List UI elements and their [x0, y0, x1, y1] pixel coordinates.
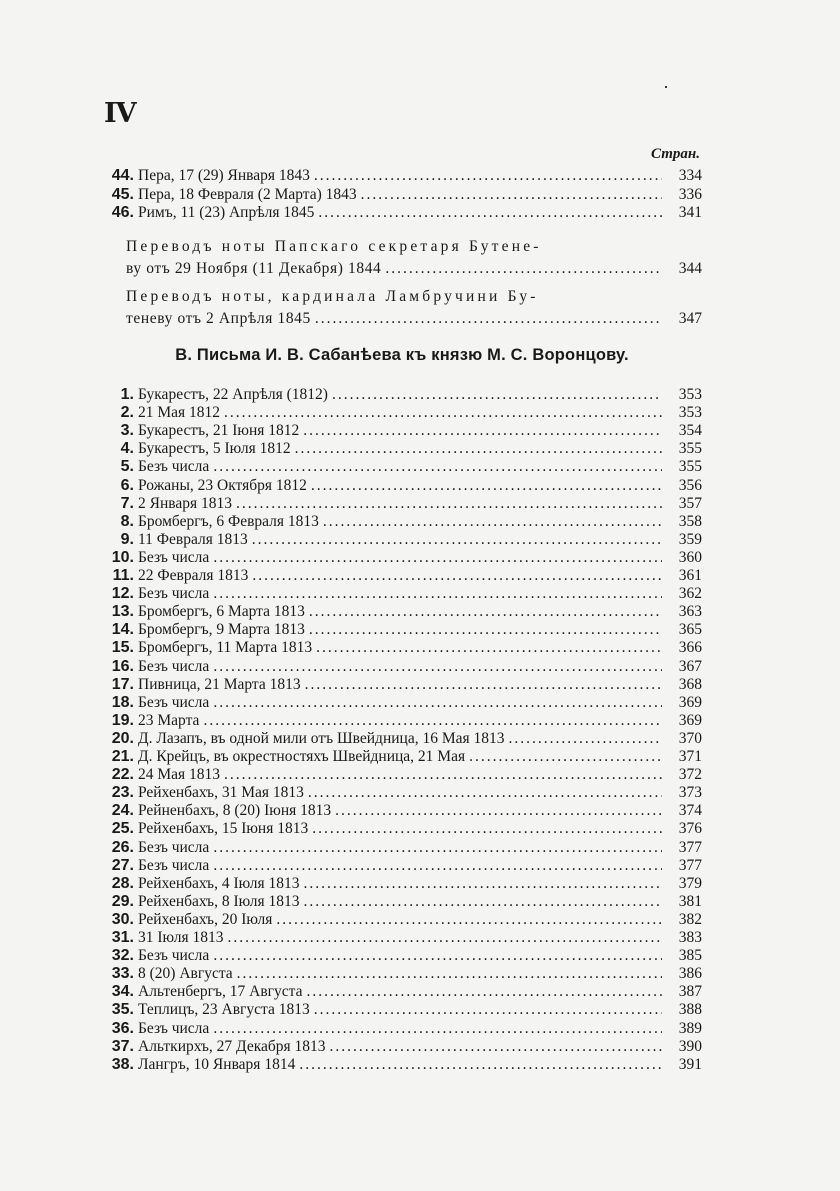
dot-leader	[213, 548, 662, 568]
toc-entry	[102, 783, 702, 803]
entry-number: 9.	[120, 530, 134, 548]
entry-page: 371	[678, 748, 702, 765]
entry-page: 359	[678, 530, 702, 548]
entry-page: 353	[678, 404, 702, 422]
entry-page: 391	[678, 1055, 702, 1073]
page-column-label: Стран.	[651, 146, 700, 162]
dot-leader	[314, 166, 662, 186]
dot-leader	[213, 856, 662, 876]
toc-entry	[102, 711, 702, 731]
entry-number: 23.	[111, 784, 134, 802]
entry-number: 2.	[120, 404, 134, 422]
translation-entry	[126, 236, 702, 280]
entry-page: 355	[678, 440, 702, 458]
entry-number: 45.	[111, 185, 134, 203]
entry-number: 30.	[111, 910, 134, 928]
entry-page: 372	[678, 766, 702, 784]
entry-number: 29.	[111, 892, 134, 910]
entry-title: Рожаны, 23 Октября 1812	[138, 476, 307, 494]
entry-page: 374	[678, 802, 702, 820]
entry-page: 373	[678, 784, 702, 802]
entry-number: 24.	[111, 802, 134, 820]
toc-entry	[102, 765, 702, 785]
toc-entry	[102, 657, 702, 677]
entry-number: 46.	[111, 204, 134, 221]
toc-entry	[102, 1000, 702, 1020]
toc-entry	[102, 439, 702, 459]
toc-entry	[102, 856, 702, 876]
entry-title: Рейхенбахъ, 8 Іюля 1813	[138, 892, 300, 910]
entry-page: 367	[678, 657, 702, 675]
dot-leader	[213, 457, 662, 477]
entry-title: Д. Лазапъ, въ одной мили отъ Швейдница, 16 Мая 1813	[138, 729, 505, 747]
entry-title: 21 Мая 1812	[138, 404, 221, 422]
page-numeral: IV	[104, 98, 136, 129]
toc-entry	[102, 457, 702, 477]
dot-leader	[295, 439, 662, 459]
toc-entry	[102, 801, 702, 821]
dot-leader	[304, 892, 662, 912]
entry-page: 388	[678, 1001, 702, 1019]
dot-leader	[315, 308, 662, 330]
dot-leader	[332, 385, 662, 405]
entry-title: Букарестъ, 5 Іюля 1812	[138, 440, 291, 458]
toc-entry	[102, 185, 702, 205]
dot-leader	[213, 657, 662, 677]
entry-title: Римъ, 11 (23) Апрѣля 1845	[138, 204, 315, 221]
dot-leader	[308, 783, 662, 803]
toc-entry	[102, 421, 702, 441]
dot-leader	[335, 801, 662, 821]
entry-title: Пивница, 21 Марта 1813	[138, 675, 301, 693]
dot-leader	[227, 928, 662, 948]
entry-page: 354	[678, 422, 702, 440]
toc-entry	[102, 1019, 702, 1039]
dot-leader	[299, 1055, 662, 1075]
entry-title: 8 (20) Августа	[138, 965, 233, 983]
dot-leader	[318, 203, 662, 223]
entry-number: 6.	[120, 476, 134, 494]
entry-page: 376	[678, 820, 702, 838]
entry-page: 347	[678, 310, 702, 327]
entry-title: Рейхенбахъ, 20 Іюля	[138, 910, 273, 928]
dot-leader	[213, 946, 662, 966]
toc-entry	[102, 747, 702, 767]
entry-title: Безъ числа	[138, 548, 210, 566]
toc-entry	[102, 584, 702, 604]
entry-page: 363	[678, 603, 702, 621]
entry-page: 382	[678, 910, 702, 928]
toc-entry	[102, 819, 702, 839]
entry-page: 344	[678, 260, 702, 277]
toc-entry	[102, 638, 702, 658]
entry-title: Пера, 18 Февраля (2 Марта) 1843	[138, 185, 357, 203]
dot-leader	[303, 421, 662, 441]
entry-page: 377	[678, 838, 702, 856]
entry-number: 32.	[111, 947, 134, 965]
dot-leader	[361, 185, 662, 205]
toc-entry	[102, 566, 702, 586]
translation-title-line2-text: теневу отъ 2 Апрѣля 1845	[126, 310, 311, 327]
entry-page: 360	[678, 548, 702, 566]
entry-number: 35.	[111, 1001, 134, 1019]
speck	[665, 86, 667, 88]
entry-page: 370	[678, 729, 702, 747]
entry-number: 19.	[111, 711, 134, 729]
entry-title: 24 Мая 1813	[138, 766, 221, 784]
entry-number: 21.	[111, 748, 134, 765]
toc-entry	[102, 476, 702, 496]
dot-leader	[224, 403, 662, 423]
toc-entry	[102, 874, 702, 894]
translation-title-line1: Переводъ ноты, кардинала Ламбручини Бу-	[126, 288, 539, 305]
entry-page: 362	[678, 585, 702, 603]
entry-title: Д. Крейцъ, въ окрестностяхъ Швейдница, 21 Мая	[138, 748, 466, 765]
toc-entry	[102, 403, 702, 423]
entry-number: 31.	[111, 929, 134, 946]
dot-leader	[385, 258, 662, 280]
entry-title: 22 Февраля 1813	[138, 567, 249, 584]
entry-page: 368	[678, 675, 702, 693]
entry-page: 353	[678, 386, 702, 403]
entry-title: Рейхенбахъ, 15 Іюня 1813	[138, 820, 309, 838]
entry-title: 2 Января 1813	[138, 494, 233, 512]
entry-page: 385	[678, 947, 702, 965]
entry-title: Бромбергъ, 6 Марта 1813	[138, 603, 305, 621]
entry-number: 20.	[111, 729, 134, 747]
toc-entry	[102, 675, 702, 695]
dot-leader	[252, 566, 662, 586]
dot-leader	[323, 512, 662, 532]
entry-page: 355	[678, 458, 702, 476]
entry-number: 5.	[120, 458, 134, 476]
entry-title: Альткирхъ, 27 Декабря 1813	[138, 1037, 326, 1055]
toc-entry	[102, 964, 702, 984]
toc-entry	[102, 729, 702, 749]
entry-title: 11 Февраля 1813	[138, 530, 248, 548]
entry-number: 28.	[111, 874, 134, 892]
dot-leader	[224, 765, 662, 785]
entry-number: 33.	[111, 965, 134, 983]
entry-title: Бромбергъ, 11 Марта 1813	[138, 639, 313, 657]
entry-page: 383	[678, 929, 702, 946]
entry-page: 334	[678, 167, 702, 184]
entry-page: 356	[678, 476, 702, 494]
entry-page: 365	[678, 621, 702, 639]
entry-page: 366	[678, 639, 702, 657]
entry-number: 36.	[111, 1019, 134, 1037]
entry-number: 1.	[120, 386, 134, 403]
dot-leader	[213, 584, 662, 604]
toc-entry	[102, 620, 702, 640]
entry-number: 13.	[111, 603, 134, 621]
entry-title: 31 Іюля 1813	[138, 929, 224, 946]
dot-leader	[312, 819, 662, 839]
entry-number: 44.	[111, 167, 134, 184]
dot-leader	[213, 693, 662, 713]
entry-page: 361	[678, 567, 702, 584]
entry-number: 7.	[120, 494, 134, 512]
dot-leader	[213, 1019, 662, 1039]
translation-title-line2	[126, 258, 702, 280]
dot-leader	[309, 620, 662, 640]
entry-number: 11.	[112, 567, 134, 584]
toc-entry	[102, 494, 702, 514]
dot-leader	[305, 675, 662, 695]
entry-title: Рейхенбахъ, 4 Іюля 1813	[138, 874, 300, 892]
dot-leader	[236, 494, 662, 514]
entry-number: 26.	[111, 838, 134, 856]
toc-entry	[102, 910, 702, 930]
toc-entry	[102, 166, 702, 186]
entry-page: 377	[678, 856, 702, 874]
translation-title-line2-text: ву отъ 29 Ноября (11 Декабря) 1844	[126, 260, 382, 277]
entry-number: 37.	[111, 1037, 134, 1055]
entry-number: 17.	[111, 675, 134, 693]
dot-leader	[509, 729, 663, 749]
entry-number: 25.	[111, 820, 134, 838]
entry-title: Букарестъ, 22 Апрѣля (1812)	[138, 386, 328, 403]
entry-number: 10.	[111, 548, 134, 566]
toc-entry	[102, 203, 702, 223]
entry-number: 15.	[111, 639, 134, 657]
entry-title: Рейненбахъ, 8 (20) Іюня 1813	[138, 802, 332, 820]
entry-number: 34.	[111, 983, 134, 1001]
dot-leader	[469, 747, 662, 767]
translation-entry	[126, 286, 702, 330]
entry-title: Безъ числа	[138, 693, 210, 711]
entry-page: 390	[678, 1037, 702, 1055]
entry-title: Безъ числа	[138, 947, 210, 965]
toc-entry	[102, 693, 702, 713]
entry-number: 18.	[111, 693, 134, 711]
entry-page: 358	[678, 512, 702, 530]
dot-leader	[316, 638, 662, 658]
entry-title: Безъ числа	[138, 657, 210, 675]
toc-entry	[102, 548, 702, 568]
entry-number: 12.	[111, 585, 134, 603]
entry-number: 27.	[111, 856, 134, 874]
entry-title: Альтенбергъ, 17 Августа	[138, 983, 303, 1001]
entry-page: 379	[678, 874, 702, 892]
toc-entry	[102, 892, 702, 912]
entry-number: 14.	[111, 621, 134, 639]
entry-page: 341	[678, 204, 702, 221]
dot-leader	[314, 1000, 662, 1020]
entry-number: 22.	[111, 766, 134, 784]
entry-title: Букарестъ, 21 Іюня 1812	[138, 422, 300, 440]
entry-title: Рейхенбахъ, 31 Мая 1813	[138, 784, 304, 802]
entry-page: 386	[678, 965, 702, 983]
dot-leader	[330, 1037, 662, 1057]
entry-number: 38.	[111, 1055, 134, 1073]
dot-leader	[252, 530, 662, 550]
dot-leader	[237, 964, 662, 984]
entry-title: Безъ числа	[138, 856, 210, 874]
entry-title: Безъ числа	[138, 458, 210, 476]
entry-page: 336	[678, 185, 702, 203]
entry-title: Бромбергъ, 6 Февраля 1813	[138, 512, 319, 530]
entry-number: 3.	[120, 422, 134, 440]
dot-leader	[304, 874, 662, 894]
dot-leader	[213, 838, 662, 858]
entry-title: Безъ числа	[138, 838, 210, 856]
toc-entry	[102, 928, 702, 948]
entry-title: Пера, 17 (29) Января 1843	[138, 167, 310, 184]
entry-title: 23 Марта	[138, 711, 200, 729]
translation-title-line1: Переводъ ноты Папскаго секретаря Бутене-	[126, 238, 542, 255]
entry-number: 4.	[120, 440, 134, 458]
toc-entry	[102, 1055, 702, 1075]
entry-title: Лангръ, 10 Января 1814	[138, 1055, 296, 1073]
toc-entry	[102, 385, 702, 405]
entry-title: Теплицъ, 23 Августа 1813	[138, 1001, 310, 1019]
entry-page: 389	[678, 1019, 702, 1037]
toc-entry	[102, 530, 702, 550]
translation-title-line2	[126, 308, 702, 330]
dot-leader	[276, 910, 662, 930]
section-heading: В. Письма И. В. Сабанѣева къ князю М. С. Воронцову.	[175, 346, 629, 364]
entry-page: 357	[678, 494, 702, 512]
toc-entry	[102, 602, 702, 622]
entry-page: 381	[678, 892, 702, 910]
dot-leader	[203, 711, 662, 731]
toc-entry	[102, 512, 702, 532]
entry-title: Безъ числа	[138, 585, 210, 603]
toc-entry	[102, 982, 702, 1002]
entry-number: 16.	[111, 657, 134, 675]
entry-page: 387	[678, 983, 702, 1001]
entry-title: Бромбергъ, 9 Марта 1813	[138, 621, 305, 639]
entry-number: 8.	[120, 512, 134, 530]
dot-leader	[311, 476, 662, 496]
toc-entry	[102, 1037, 702, 1057]
toc-entry	[102, 946, 702, 966]
dot-leader	[309, 602, 662, 622]
entry-page: 369	[678, 693, 702, 711]
toc-entry	[102, 838, 702, 858]
entry-page: 369	[678, 711, 702, 729]
entry-title: Безъ числа	[138, 1019, 210, 1037]
dot-leader	[307, 982, 662, 1002]
